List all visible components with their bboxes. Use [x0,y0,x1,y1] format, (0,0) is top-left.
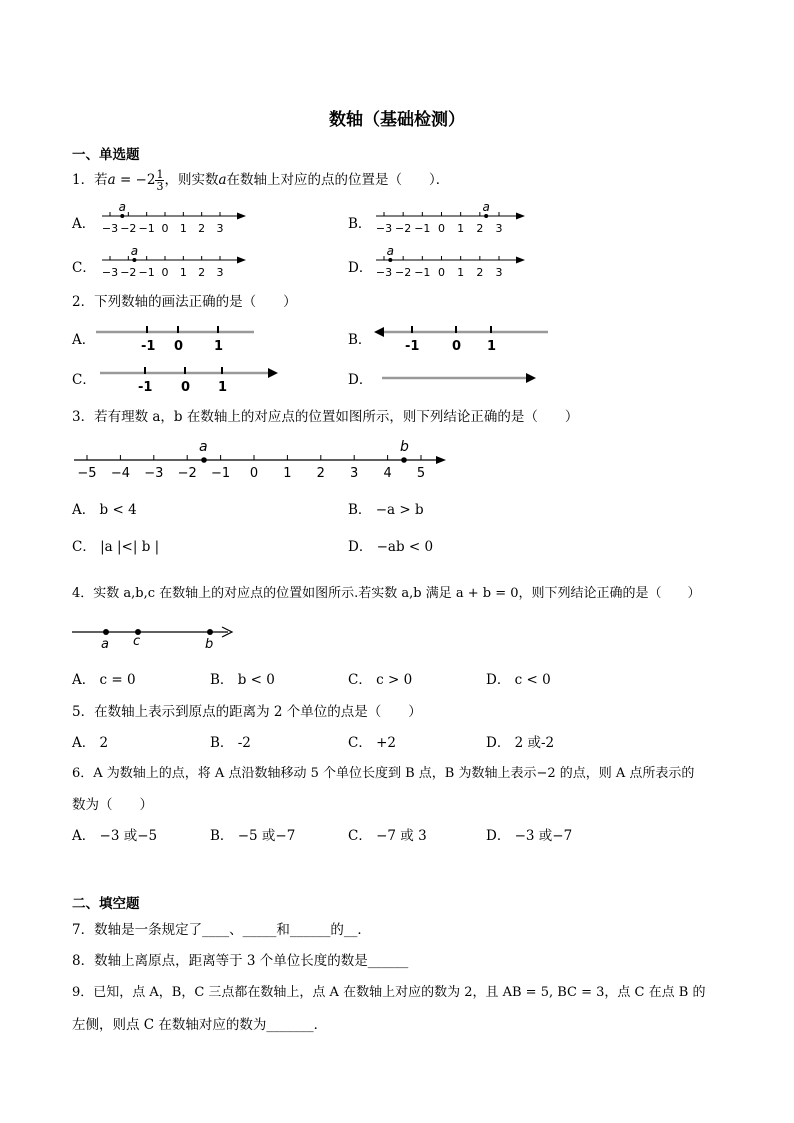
question-6-line-2: 数为（ ） [72,797,153,813]
q2d-arrow-right [526,373,536,383]
q3-arrow-right [436,456,446,464]
q5-option-c: C． +2 [348,735,397,751]
q1-axis-label: 1 [179,266,187,279]
q3-label-a: a [199,439,208,455]
q5-option-d: D． 2 或-2 [486,735,555,751]
q2b-label: 0 [452,339,462,354]
q1-axis-label: −3 [375,222,393,235]
q2b-label: -1 [405,339,420,354]
q1-axis-label: 1 [457,222,465,235]
q1-variable: a [107,172,116,188]
q1-option-a-label: A． [72,216,96,232]
q1-axis-arrow [237,257,246,264]
q1-option-c-label: C． [72,260,96,276]
q3-point-a [201,457,207,463]
q3-axis-label: 1 [283,466,292,481]
q3-axis-label: −4 [110,466,130,481]
q5-option-a: A． 2 [72,735,109,751]
q1-axis-label: 3 [216,266,224,279]
q1-axis-label: 3 [216,222,224,235]
q1-number-line-d [372,244,527,284]
question-2: 2．下列数轴的画法正确的是（ ） [72,294,297,310]
q1-axis-label: −1 [138,266,155,279]
q1-axis-label: −1 [138,222,155,235]
q1-equation: = −2 [115,172,156,188]
q4-label-b: b [205,637,214,652]
q1-point-a [120,214,124,218]
q1-number: 1．若 [72,172,108,188]
q4-number-line [70,618,240,652]
question-6-line-1: 6．A 为数轴上的点，将 A 点沿数轴移动 5 个单位长度到 B 点，B 为数轴上表示−2 的点，则 A 点所表示的 [72,766,695,781]
q4-label-a: a [101,637,109,652]
q1-axis-label: 1 [457,266,465,279]
q6-option-b: B． −5 或−7 [210,828,296,844]
q3-option-a: A． b < 4 [72,502,137,518]
q3-axis-label: −5 [77,466,97,481]
q4-option-c: C． c > 0 [348,672,413,688]
q1-axis-label: 0 [438,222,445,235]
q1-axis-label: −3 [101,222,119,235]
q1-axis-label: 0 [438,266,445,279]
q4-label-c: c [133,634,141,649]
q3-point-b [401,457,407,463]
q3-number-line [70,434,450,482]
q2c-label: 1 [218,380,228,394]
question-4: 4．实数 a,b,c 在数轴上的对应点的位置如图所示.若实数 a,b 满足 a + b = 0，则下列结论正确的是（ ） [72,586,701,601]
q3-axis-label: 0 [249,466,259,481]
q2-option-a-label: A． [72,332,96,348]
q2-option-d-label: D． [348,372,373,388]
q1-point-a [132,258,136,262]
q2a-label: -1 [141,339,156,354]
q1-fraction: $\frac{1}{3}$ [156,168,164,193]
q1-point-label: a [386,244,395,258]
section-single-choice: 一、单选题 [72,147,140,163]
q3-axis-label: 5 [416,466,426,481]
q3-ticks [77,455,425,481]
q4-point-a [103,629,109,635]
q2-option-b-label: B． [348,332,372,348]
q1-axis-label: 2 [476,222,484,235]
q1-point-label: a [482,200,490,214]
q1-number-line-c [98,244,248,284]
q1-axis-label: 2 [198,222,206,235]
q2-number-line-c [98,360,282,394]
question-9-line-1: 9．已知，点 A，B，C 三点都在数轴上，点 A 在数轴上对应的数为 2，且 AB = 5, BC = 3，点 C 在点 B 的 [72,985,706,1000]
question-3: 3．若有理数 a，b 在数轴上的对应点的位置如图所示，则下列结论正确的是（ ） [72,409,579,425]
q2c-label: 0 [181,380,191,394]
question-7: 7．数轴是一条规定了____、_____和______的__． [72,922,371,938]
q2c-label: -1 [138,380,153,394]
q3-axis-label: −1 [211,466,231,481]
q3-option-b: B． −a > b [348,502,424,518]
q1-axis-label: −2 [120,222,137,235]
q4-option-d: D． c < 0 [486,672,551,688]
q3-option-c: C． |a |<| b | [72,539,160,555]
q1-axis-label: 2 [476,266,484,279]
q2c-arrow-right [268,368,278,378]
q1-axis-label: 3 [495,266,503,279]
q1-point-label: a [130,244,139,258]
q4-point-b [207,629,213,635]
q1-axis-label: −1 [414,266,431,279]
q1-axis-label: 3 [495,222,503,235]
q1-axis-arrow [516,213,525,220]
q1-axis-arrow [516,257,525,264]
q6-option-d: D． −3 或−7 [486,828,573,844]
q3-option-d: D． −ab < 0 [348,539,434,555]
q2b-label: 1 [487,339,497,354]
q1-axis-label: 1 [179,222,187,235]
question-5: 5．在数轴上表示到原点的距离为 2 个单位的点是（ ） [72,704,422,720]
q1-point-a [484,214,488,218]
q1-number-line-a [98,200,248,240]
q1-point-label: a [118,200,126,214]
q4-option-a: A． c = 0 [72,672,136,688]
q2-number-line-a [90,320,260,354]
section-fill-blank: 二、填空题 [72,896,140,912]
q2-option-c-label: C． [72,372,96,388]
q1-axis-arrow [237,213,246,220]
q1-option-d-label: D． [348,260,373,276]
q1-number-line-b [372,200,527,240]
q3-axis-label: 4 [383,466,392,481]
q6-option-c: C． −7 或 3 [348,828,427,844]
q1-option-b-label: B． [348,216,372,232]
q3-axis-label: 2 [316,466,325,481]
q1-axis-label: 2 [198,266,206,279]
q2-number-line-b [372,320,552,354]
q2b-arrow-left [374,327,384,337]
q2a-label: 0 [174,339,184,354]
question-8: 8．数轴上离原点，距离等于 3 个单位长度的数是______ [72,953,409,969]
q2a-label: 1 [214,339,224,354]
q1-axis-label: −2 [120,266,137,279]
question-1: 1．若a = −2 $\frac{1}{3}$ ，则实数a在数轴上对应的点的位置是（ ）． [72,168,450,193]
question-9-line-2: 左侧，则点 C 在数轴对应的数为_______． [72,1017,328,1033]
q1-axis-label: 0 [161,266,169,279]
q5-option-b: B． -2 [210,735,251,751]
q1-axis-label: −2 [395,222,412,235]
q1-axis-label: −2 [395,266,412,279]
q6-option-a: A． −3 或−5 [72,828,158,844]
q1-axis-label: −1 [414,222,431,235]
q1-axis-label: 0 [161,222,169,235]
q3-label-b: b [400,439,409,455]
q3-axis-label: −3 [144,466,164,481]
q3-axis-label: 3 [350,466,359,481]
q1-axis-label: −3 [101,266,119,279]
q1-point-a [388,258,392,262]
q2-number-line-d [380,368,540,388]
page-title: 数轴（基础检测） [329,110,465,130]
q4-option-b: B． b < 0 [210,672,275,688]
q1-axis-label: −3 [375,266,393,279]
q3-axis-label: −2 [177,466,197,481]
